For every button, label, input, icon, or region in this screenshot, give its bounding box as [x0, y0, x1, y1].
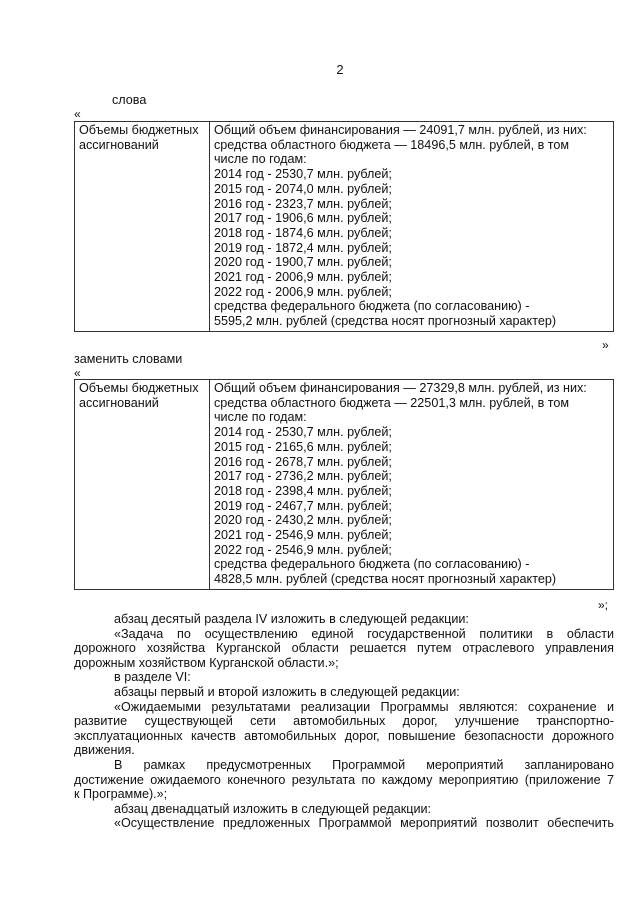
budget-label-cell — [75, 380, 210, 590]
value-line: числе по годам: — [214, 152, 307, 167]
section2-open-quote: « — [74, 366, 81, 380]
label-line: ассигнований — [79, 137, 159, 152]
section1-open-quote: « — [74, 107, 81, 121]
paragraph-line: «Осуществление предложенных Программой мероприятий позволит обеспечить — [114, 816, 614, 831]
value-line: 2016 год - 2678,7 млн. рублей; — [214, 454, 392, 469]
value-line: 2020 год - 1900,7 млн. рублей; — [214, 255, 392, 270]
value-line: 2015 год - 2165,6 млн. рублей; — [214, 439, 392, 454]
paragraph-line: абзац двенадцатый изложить в следующей редакции: — [114, 801, 432, 816]
value-line: средства областного бюджета — 18496,5 млн. рублей, в том — [214, 137, 570, 152]
value-line: средства федерального бюджета (по согласованию) - — [214, 557, 530, 572]
paragraph-line: «Ожидаемыми результатами реализации Программы являются: сохранение и — [114, 699, 614, 714]
value-line: средства областного бюджета — 22501,3 млн. рублей, в том — [214, 395, 570, 410]
value-line: 2018 год - 2398,4 млн. рублей; — [214, 483, 392, 498]
paragraph-line: в разделе VI: — [114, 670, 191, 685]
budget-value-cell — [210, 380, 614, 590]
value-line: 2019 год - 1872,4 млн. рублей; — [214, 240, 392, 255]
paragraph-line: эксплуатационных качеств автомобильных дорог, повышение безопасности дорожного — [74, 728, 614, 743]
paragraph-line: абзац десятый раздела IV изложить в следующей редакции: — [114, 612, 469, 626]
label-line: ассигнований — [79, 395, 159, 410]
value-line: 5595,2 млн. рублей (средства носят прогнозный характер) — [214, 314, 557, 329]
label-line: Объемы бюджетных — [79, 381, 199, 395]
paragraph-line: «Задача по осуществлению единой государственной политики в области — [114, 626, 614, 641]
value-line: 2022 год - 2006,9 млн. рублей; — [214, 284, 392, 299]
paragraph-line: к Программе).»; — [74, 787, 168, 802]
paragraph-line: движения. — [74, 743, 135, 758]
value-line: 2018 год - 1874,6 млн. рублей; — [214, 225, 392, 240]
value-line: 2022 год - 2546,9 млн. рублей; — [214, 542, 392, 557]
budget-table-new — [74, 379, 614, 590]
body-text — [74, 612, 614, 831]
value-line: числе по годам: — [214, 410, 307, 425]
value-line: 2020 год - 2430,2 млн. рублей; — [214, 513, 392, 528]
value-line: 2015 год - 2074,0 млн. рублей; — [214, 181, 392, 196]
value-line: 2017 год - 2736,2 млн. рублей; — [214, 469, 392, 484]
value-line: Общий объем финансирования — 27329,8 млн. рублей, из них: — [214, 381, 587, 395]
section2-intro: заменить словами — [74, 352, 183, 366]
paragraph-line: дорожным хозяйством Курганской области.»; — [74, 655, 339, 670]
budget-table-old — [74, 121, 614, 332]
budget-value-cell — [210, 122, 614, 332]
paragraph-line: абзацы первый и второй изложить в следующей редакции: — [114, 684, 460, 699]
budget-label-cell — [75, 122, 210, 332]
paragraph-line: развитие существующей сети автомобильных дорог, улучшение транспортно- — [74, 714, 614, 729]
value-line: 2014 год - 2530,7 млн. рублей; — [214, 167, 392, 182]
table-row — [75, 380, 614, 590]
section1-intro: слова — [112, 93, 147, 107]
paragraph-line: достижение ожидаемого конечного результата по каждому мероприятию (приложение 7 — [74, 772, 614, 787]
label-line: Объемы бюджетных — [79, 123, 199, 137]
section2-close-quote: »; — [598, 598, 609, 612]
value-line: 2016 год - 2323,7 млн. рублей; — [214, 196, 392, 211]
value-line: 4828,5 млн. рублей (средства носят прогнозный характер) — [214, 572, 557, 587]
section1-close-quote: » — [602, 338, 609, 352]
value-line: 2021 год - 2546,9 млн. рублей; — [214, 528, 392, 543]
value-line: 2017 год - 1906,6 млн. рублей; — [214, 211, 392, 226]
value-line: средства федерального бюджета (по согласованию) - — [214, 299, 530, 314]
value-line: 2019 год - 2467,7 млн. рублей; — [214, 498, 392, 513]
paragraph-line: дорожного хозяйства Курганской области решается путем отраслевого управления — [74, 641, 614, 656]
page-number: 2 — [336, 62, 344, 77]
paragraph-line: В рамках предусмотренных Программой мероприятий запланировано — [114, 757, 614, 772]
value-line: 2021 год - 2006,9 млн. рублей; — [214, 270, 392, 285]
value-line: Общий объем финансирования — 24091,7 млн. рублей, из них: — [214, 123, 587, 137]
value-line: 2014 год - 2530,7 млн. рублей; — [214, 425, 392, 440]
table-row — [75, 122, 614, 332]
